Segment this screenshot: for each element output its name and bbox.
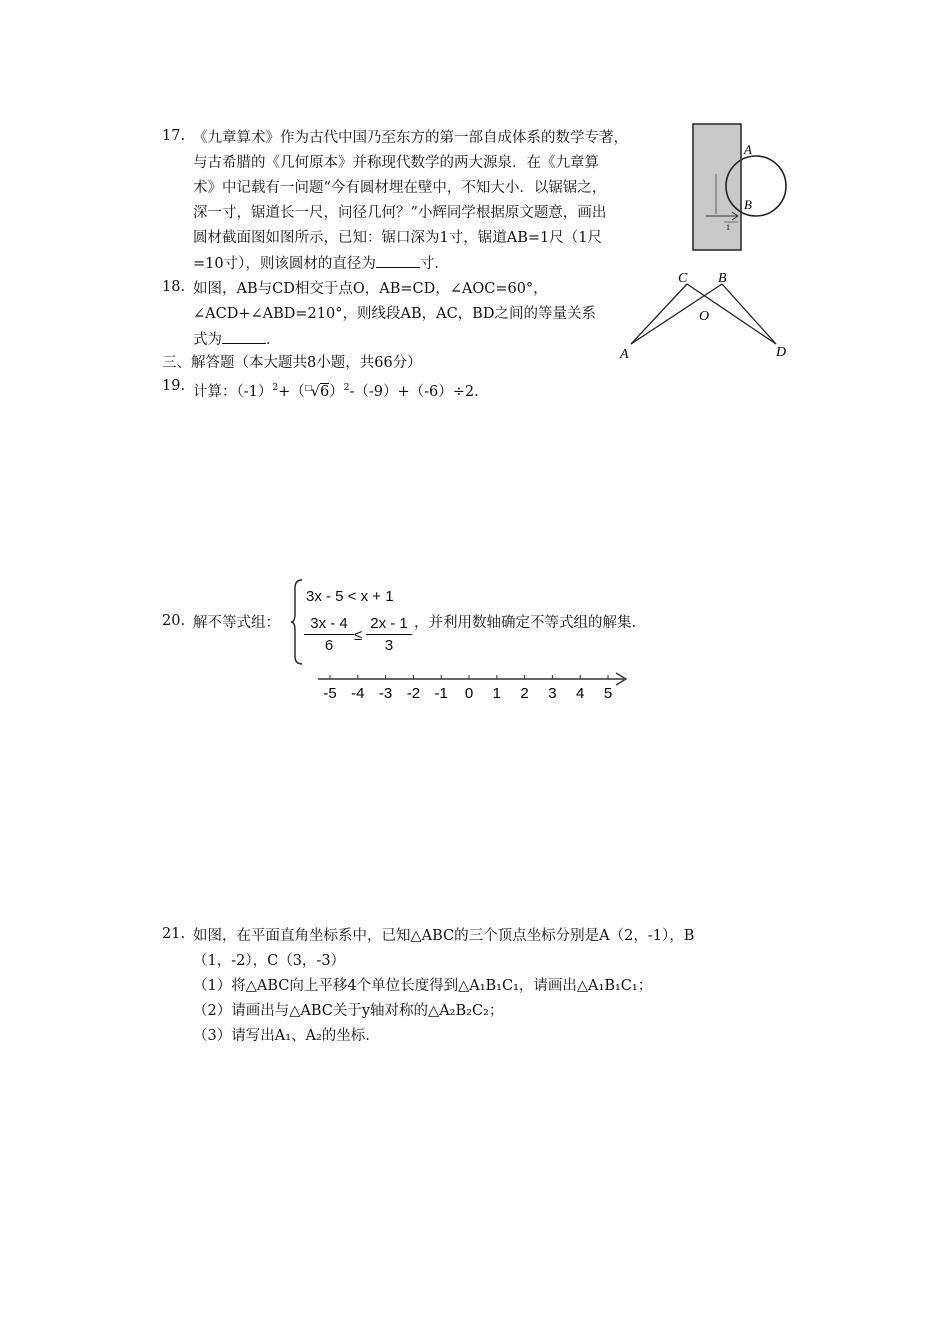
q20-relation: ≤ [354,627,363,644]
point-o-label: O [699,309,710,324]
q21-part-2: （2）请画出与△ABC关于y轴对称的△A₂B₂C₂； [193,1003,504,1019]
fraction-1-denominator: 6 [324,637,334,654]
q17-line-5: 圆材截面图如图所示，已知：锯口深为1寸，锯道AB=1尺（1尺 [193,230,602,246]
point-a-label: A [620,347,629,362]
number-line-label: -1 [434,685,448,702]
label-b: B [744,197,752,212]
q19-radicand: 6 [320,383,330,400]
q17-line-6-text: =10寸），则该圆材的直径为 [193,256,376,272]
q17-line-1: 《九章算术》作为古代中国乃至东方的第一部自成体系的数学专著， [193,130,628,146]
answer-blank [222,329,266,344]
q18-intersecting-lines-figure [614,266,804,366]
number-line-label: 3 [548,685,557,702]
q18-number: 18. [162,279,186,295]
q21-part-1: （1）将△ABC向上平移4个单位长度得到△A₁B₁C₁，请画出△A₁B₁C₁； [193,978,653,994]
q18-line-3 [193,329,281,350]
q19-text-c: ） [329,383,344,400]
wall-rect [693,124,741,250]
q20-fraction-1 [304,614,354,657]
q17-line-6 [193,253,449,274]
number-line-label: -4 [351,685,365,702]
q17-unit: 寸． [419,256,449,272]
q17-line-4: 深一寸，锯道长一尺，问径几何？”小辉同学根据原文题意，画出 [193,205,607,221]
radical-sign-icon: √ [310,383,321,400]
point-c-label: C [678,271,688,286]
q20-prefix: 解不等式组： [193,615,280,631]
label-a: A [744,142,752,157]
fraction-2-numerator: 2x - 1 [366,614,412,635]
q19-exponent-1: 2 [272,383,279,393]
q20-fraction-2 [366,614,412,657]
q17-circle-wall-figure [688,122,792,252]
q20-number: 20. [162,613,186,629]
q19-root-index: □ [304,382,313,392]
number-line-label: -2 [406,685,421,702]
section-3-heading: 三、解答题（本大题共8小题，共66分） [162,355,422,371]
q17-number: 17. [162,128,186,144]
q18-line-3-text: 式为 [193,332,222,348]
q19-text-b: +（ [278,383,305,400]
q19-number: 19. [162,378,186,394]
q17-line-2: 与古希腊的《几何原本》并称现代数学的两大源泉．在《九章算 [193,155,599,171]
number-line-label: 2 [520,685,529,702]
q19-expression [193,378,479,402]
q21-part-3: （3）请写出A₁、A₂的坐标. [193,1028,370,1044]
number-line [312,668,632,706]
q19-text-d: -（-9）+（-6）÷2. [349,383,479,400]
q18-line-1: 如图，AB与CD相交于点O，AB=CD，∠AOC=60°， [193,281,548,297]
number-line-label: 1 [492,685,501,702]
q19-exponent-2: 2 [343,383,350,393]
number-line-label: 5 [603,685,613,702]
point-d-label: D [776,345,787,360]
segment-ac [631,284,687,344]
q17-line-3: 术》中记载有一问题“今有圆材埋在壁中，不知大小．以锯锯之， [193,180,607,196]
number-line-label: -5 [323,685,337,702]
label-1: 1 [726,223,730,232]
q20-suffix: ，并利用数轴确定不等式组的解集. [414,615,637,631]
number-line-label: -3 [378,685,393,702]
q19-cube-root [305,382,329,402]
system-brace-icon [290,578,304,666]
number-line-label: 0 [464,685,474,702]
fraction-1-numerator: 3x - 4 [304,614,354,635]
q21-number: 21. [162,926,186,942]
fraction-2-denominator: 3 [384,637,394,654]
point-b-label: B [718,271,727,286]
q19-text-a: 计算：（-1） [193,383,273,400]
q21-line-2: （1，-2），C（3，-3） [193,953,346,969]
answer-blank [376,253,420,268]
number-line-label: 4 [576,685,585,702]
segment-bd [722,284,776,344]
q21-line-1: 如图，在平面直角坐标系中，已知△ABC的三个顶点坐标分别是A（2，-1），B [193,928,695,944]
q18-line-2: ∠ACD+∠ABD=210°，则线段AB，AC，BD之间的等量关系 [193,306,596,322]
q18-end: ． [266,332,281,348]
q20-inequality-1: 3x - 5 < x + 1 [306,588,394,605]
